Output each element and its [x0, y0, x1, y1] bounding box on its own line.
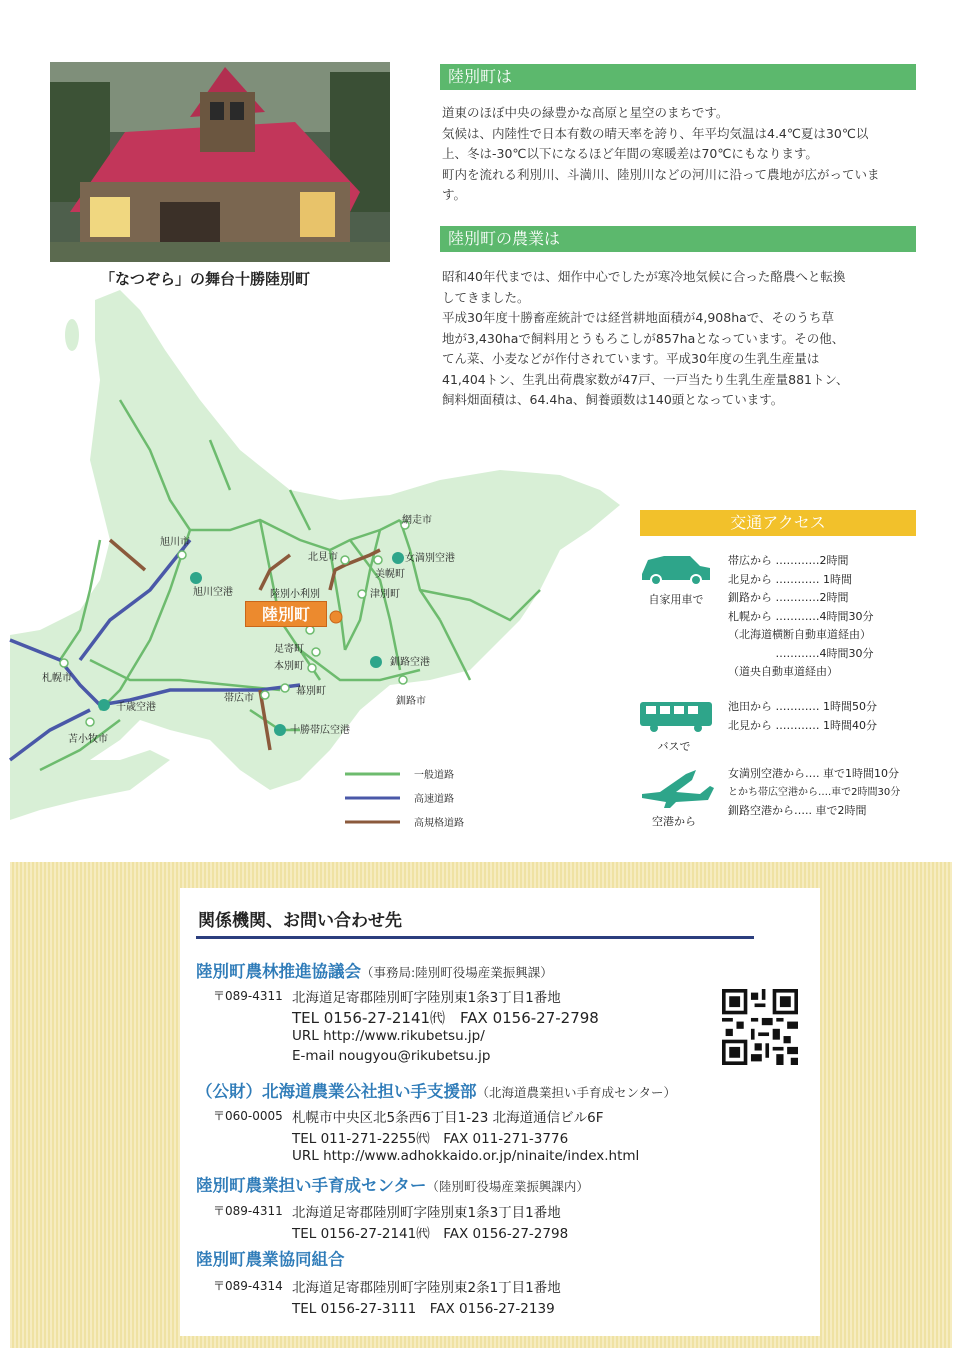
- label-kitami: 北見市: [308, 552, 338, 563]
- label-obihiro: 帯広市: [224, 693, 254, 704]
- car-time-line: （北海道横断自動車道経由）: [728, 628, 871, 641]
- legend-highstandard: 高規格道路: [414, 818, 464, 829]
- car-time-line: （道央自動車道経由）: [728, 665, 838, 678]
- org1-url[interactable]: URL http://www.rikubetsu.jp/: [292, 1028, 485, 1044]
- about-line: 道東のほぼ中央の緑豊かな高原と星空のまちです。: [442, 105, 729, 120]
- org-name: 陸別町農業担い手育成センター: [196, 1176, 427, 1195]
- car-time-line: 札幌から …………4時間30分: [728, 609, 874, 623]
- bus-icon: [638, 698, 714, 734]
- car-time-line: 北見から ………… 1時間: [728, 572, 852, 586]
- org-name: （公財）北海道農業公社担い手支援部: [196, 1082, 477, 1101]
- org1-address: 北海道足寄郡陸別町字陸別東1条3丁目1番地: [292, 990, 561, 1006]
- agriculture-line: てん菜、小麦などが作付されています。平成30年度の生乳生産量は: [442, 351, 820, 366]
- label-koritoshi: 陸別小利別: [270, 589, 320, 600]
- bus-label: バスで: [657, 740, 691, 753]
- plane-time-line: 女満別空港から…. 車で1時間10分: [728, 767, 899, 780]
- car-time-line: …………4時間30分: [728, 646, 874, 660]
- agriculture-line: してきました。: [442, 289, 530, 305]
- label-makubetsu: 幕別町: [296, 686, 326, 697]
- label-memanbetsu: 女満別空港: [405, 553, 455, 564]
- org-sub: （北海道農業担い手育成センター）: [476, 1085, 677, 1100]
- rikubetsu-marker: [330, 611, 342, 623]
- label-ashoro: 足寄町: [274, 644, 304, 655]
- car-times: [728, 552, 874, 682]
- airplane-icon: [640, 764, 716, 808]
- org-hokkaido-agri-corp: [196, 1078, 676, 1102]
- label-tsubetsu: 津別町: [370, 589, 400, 600]
- rikubetsu-label: 陸別町: [245, 601, 327, 627]
- plane-times: [728, 765, 900, 821]
- agriculture-line: 飼料畑面積は、64.4ha、飼養頭数は140頭となっています。: [442, 392, 784, 407]
- org4-tel: TEL 0156-27-3111 FAX 0156-27-2139: [292, 1301, 555, 1317]
- label-asahikawa-airport: 旭川空港: [193, 587, 233, 598]
- org2-zip: 〒060-0005: [213, 1109, 283, 1123]
- label-asahikawa: 旭川市: [160, 537, 190, 548]
- bus-time-line: 北見から ………… 1時間40分: [728, 718, 877, 732]
- plane-time-line: 釧路空港から….. 車で2時間: [728, 804, 867, 817]
- label-honbetsu: 本別町: [274, 661, 304, 672]
- org4-address: 北海道足寄郡陸別町字陸別東2条1丁目1番地: [292, 1280, 561, 1296]
- label-kushiro: 釧路市: [396, 696, 426, 707]
- section-heading-about: 陸別町は: [440, 64, 916, 90]
- plane-time-line: とかち帯広空港から….車で2時間30分: [728, 786, 901, 798]
- plane-label: 空港から: [652, 815, 696, 828]
- label-abashiri: 網走市: [402, 515, 432, 526]
- contact-divider: [196, 936, 754, 939]
- org2-address: 札幌市中央区北5条西6丁目1-23 北海道通信ビル6F: [292, 1110, 604, 1126]
- legend-general: 一般道路: [414, 770, 454, 781]
- org1-zip: 〒089-4311: [213, 989, 283, 1003]
- org1-email[interactable]: E-mail nougyou@rikubetsu.jp: [292, 1048, 491, 1064]
- about-line: 上、冬は-30℃以下になるほど年間の寒暖差は70℃にもなります。: [442, 146, 818, 161]
- bus-time-line: 池田から ………… 1時間50分: [728, 700, 877, 713]
- contact-title: 関係機関、お問い合わせ先: [198, 911, 402, 931]
- org4-zip: 〒089-4314: [213, 1279, 283, 1293]
- island-rishiri: [65, 319, 79, 351]
- about-line: 町内を流れる利別川、斗満川、陸別川などの河川に沿って農地が広がっていま: [442, 166, 880, 182]
- org3-zip: 〒089-4311: [213, 1204, 283, 1218]
- about-line: 気候は、内陸性で日本有数の晴天率を誇り、年平均気温は4.4℃夏は30℃以: [442, 125, 869, 141]
- agriculture-line: 昭和40年代までは、畑作中心でしたが寒冷地気候に合った酪農へと転換: [442, 269, 846, 284]
- org2-tel: TEL 011-271-2255㈹ FAX 011-271-3776: [292, 1131, 569, 1147]
- car-label: 自家用車で: [648, 593, 704, 606]
- label-chitose: 千歳空港: [116, 702, 156, 713]
- org1-tel: TEL 0156-27-2141㈹ FAX 0156-27-2798: [292, 1009, 599, 1027]
- about-line: す。: [442, 187, 467, 202]
- car-time-line: 釧路から …………2時間: [728, 591, 849, 604]
- org-sub: （事務局:陸別町役場産業振興課）: [361, 965, 553, 980]
- hokkaido-landmass: [10, 290, 620, 790]
- org2-url[interactable]: URL http://www.adhokkaido.or.jp/ninaite/index.html: [292, 1148, 640, 1164]
- hokkaido-map: [0, 290, 640, 860]
- org-sub: （陸別町役場産業振興課内）: [426, 1179, 589, 1194]
- agriculture-line: 地が3,430haで飼料用とうもろこしが857haとなっています。その他、: [442, 330, 845, 346]
- org-name: 陸別町農業協同組合: [196, 1250, 345, 1269]
- label-sapporo: 札幌市: [42, 673, 72, 684]
- section-heading-agriculture: 陸別町の農業は: [440, 226, 916, 252]
- org3-address: 北海道足寄郡陸別町字陸別東1条3丁目1番地: [292, 1205, 561, 1221]
- label-tokachi-airport: 十勝帯広空港: [290, 725, 350, 736]
- legend-expressway: 高速道路: [414, 794, 454, 805]
- agriculture-line: 41,404トン、生乳出荷農家数が47戸、一戸当たり生乳生産量881トン、: [442, 371, 849, 387]
- photo-caption: 「なつぞら」の舞台十勝陸別町: [100, 270, 311, 288]
- org-rikubetsu-ninaite-center: [196, 1172, 589, 1196]
- qr-code: [722, 989, 798, 1065]
- about-text: [442, 103, 924, 206]
- label-kushiro-airport: 釧路空港: [390, 657, 430, 668]
- agriculture-line: 平成30年度十勝畜産統計では経営耕地面積が4,908haで、そのうち草: [442, 310, 835, 325]
- org-rikubetsu-ja: [196, 1246, 345, 1270]
- org3-tel: TEL 0156-27-2141㈹ FAX 0156-27-2798: [292, 1226, 569, 1242]
- car-time-line: 帯広から …………2時間: [728, 554, 849, 567]
- bus-times: [728, 698, 877, 735]
- label-bihoro: 美幌町: [375, 569, 405, 580]
- access-heading: 交通アクセス: [640, 510, 916, 536]
- label-tomakomai: 苫小牧市: [68, 734, 108, 745]
- org-rikubetsu-council: [196, 958, 553, 982]
- photo-natsuzora-building: [50, 62, 390, 262]
- org-name: 陸別町農林推進協議会: [196, 962, 361, 981]
- car-icon: [638, 552, 714, 588]
